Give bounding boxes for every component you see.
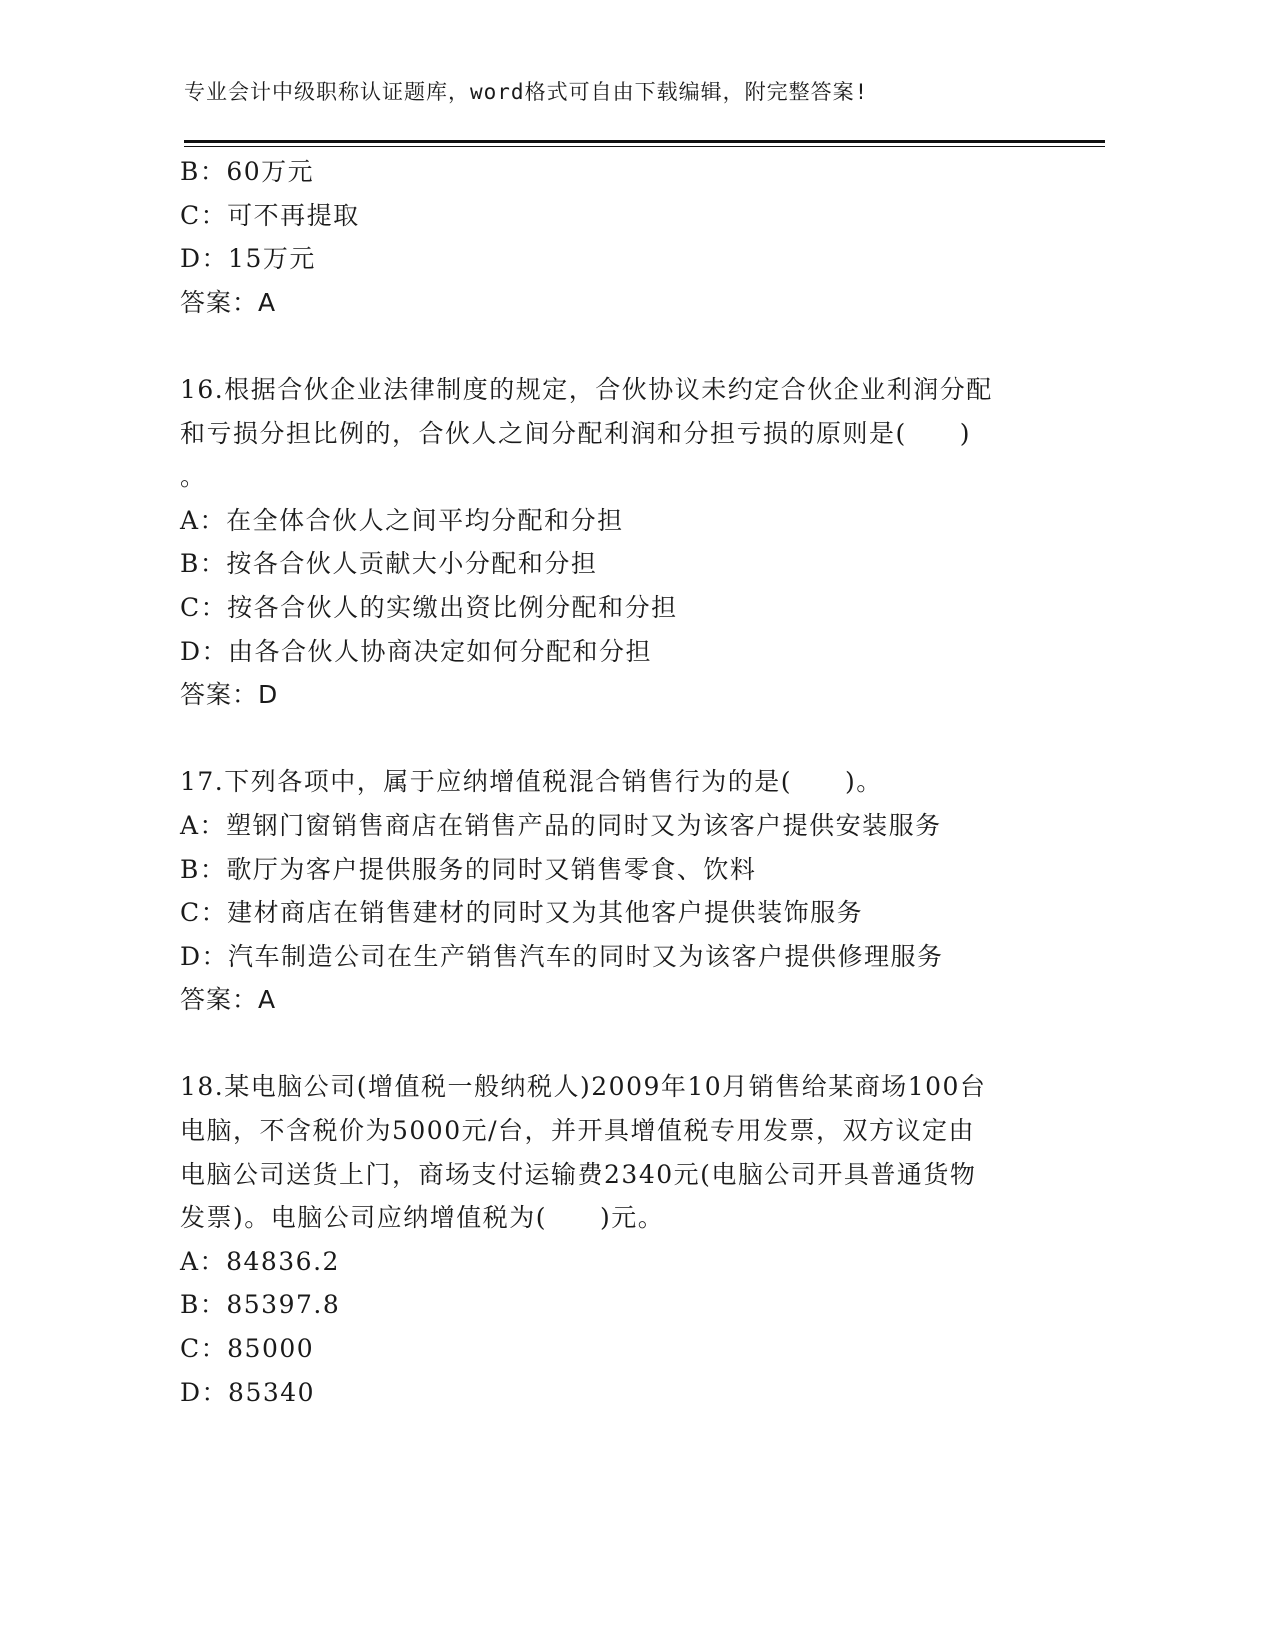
- header-rule-thick: [184, 140, 1105, 143]
- question-text-line: 发票)。电脑公司应纳增值税为( )元。: [180, 1203, 665, 1233]
- question-text-line: 电脑，不含税价为5000元/台，并开具增值税专用发票，双方议定由: [180, 1116, 976, 1146]
- previous-question-options: [180, 150, 1060, 324]
- question-text-line: 电脑公司送货上门，商场支付运输费2340元(电脑公司开具普通货物: [180, 1159, 977, 1189]
- option-c: C：建材商店在销售建材的同时又为其他客户提供装饰服务: [180, 898, 864, 928]
- question-text-line: 。: [180, 462, 207, 492]
- option-d: D：15万元: [180, 244, 316, 274]
- question-16: [180, 368, 1060, 717]
- option-b: B：歌厅为客户提供服务的同时又销售零食、饮料: [180, 854, 757, 884]
- option-c: C：85000: [180, 1334, 315, 1364]
- page-header: 专业会计中级职称认证题库，word格式可自由下载编辑，附完整答案!: [184, 80, 869, 104]
- option-a: A：在全体合伙人之间平均分配和分担: [180, 505, 624, 535]
- answer-line: 答案：A: [180, 985, 277, 1015]
- question-text-line: 和亏损分担比例的，合伙人之间分配利润和分担亏损的原则是( ): [180, 418, 972, 448]
- answer-line: 答案：A: [180, 287, 277, 317]
- option-d: D：由各合伙人协商决定如何分配和分担: [180, 636, 653, 666]
- question-text-line: 18.某电脑公司(增值税一般纳税人)2009年10月销售给某商场100台: [180, 1072, 987, 1102]
- document-content: [180, 150, 1060, 1414]
- option-b: B：按各合伙人贡献大小分配和分担: [180, 549, 598, 579]
- option-b: B：85397.8: [180, 1290, 341, 1320]
- question-text-line: 16.根据合伙企业法律制度的规定，合伙协议未约定合伙企业利润分配: [180, 374, 993, 404]
- header-rule-thin: [184, 146, 1105, 147]
- option-d: D：汽车制造公司在生产销售汽车的同时又为该客户提供修理服务: [180, 941, 944, 971]
- option-b: B：60万元: [180, 157, 315, 186]
- option-a: A：塑钢门窗销售商店在销售产品的同时又为该客户提供安装服务: [180, 810, 942, 840]
- question-17: [180, 760, 1060, 1022]
- option-c: C：按各合伙人的实缴出资比例分配和分担: [180, 592, 678, 622]
- answer-line: 答案：D: [180, 680, 279, 710]
- spacer: [180, 717, 1060, 761]
- spacer: [180, 324, 1060, 368]
- question-18: [180, 1065, 1060, 1414]
- option-d: D：85340: [180, 1377, 316, 1407]
- spacer: [180, 1022, 1060, 1066]
- option-c: C：可不再提取: [180, 200, 360, 230]
- question-text-line: 17.下列各项中，属于应纳增值税混合销售行为的是( )。: [180, 767, 883, 797]
- option-a: A：84836.2: [180, 1246, 340, 1276]
